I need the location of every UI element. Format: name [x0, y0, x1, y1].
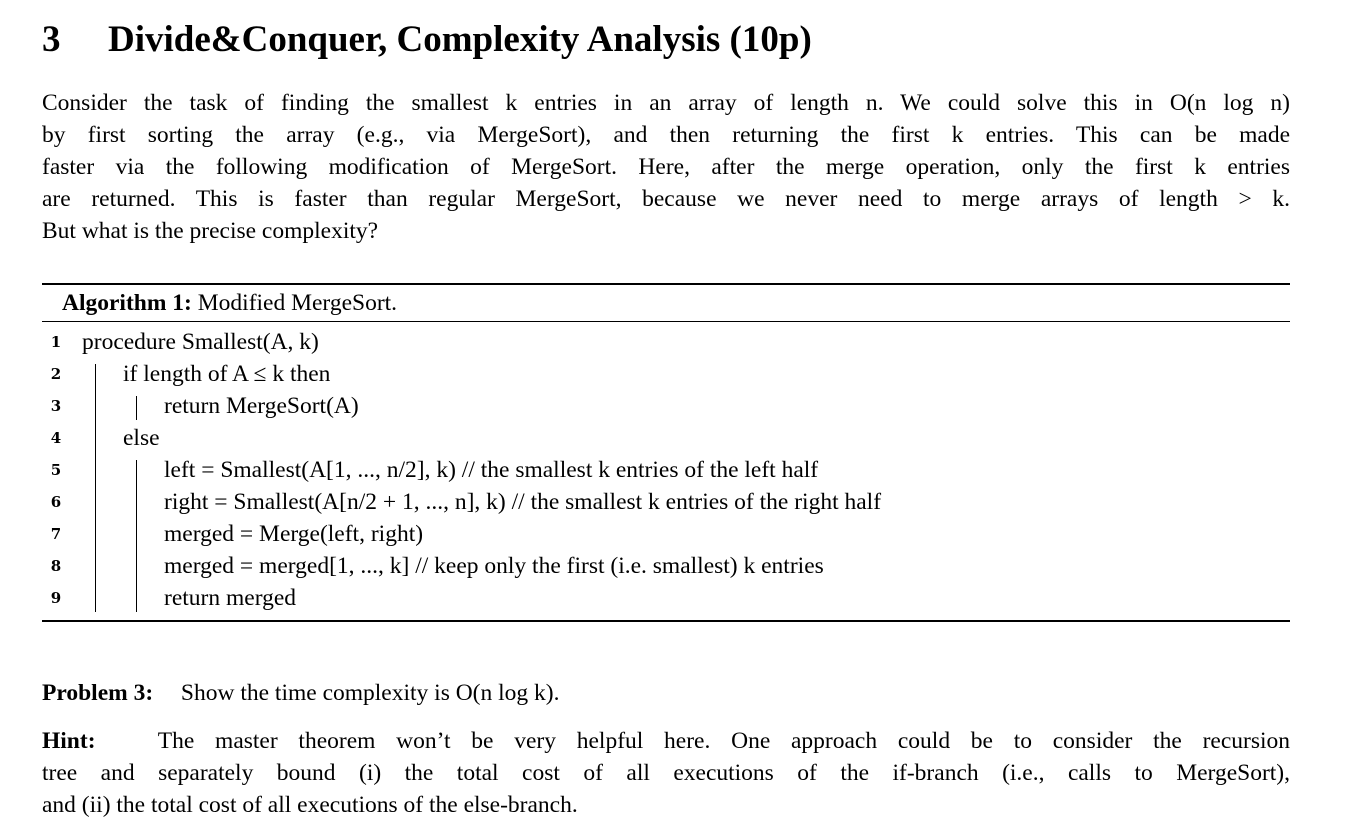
line-number: 4 [50, 429, 62, 447]
line-code: if length of A ≤ k then [123, 361, 331, 387]
section-title-text: Divide&Conquer, Complexity Analysis (10p) [108, 19, 812, 60]
line-number: 9 [50, 589, 62, 607]
hint-paragraph [42, 725, 1290, 821]
hint-line [42, 725, 1290, 757]
line-number: 7 [50, 525, 62, 543]
line-code: merged = Merge(left, right) [164, 521, 424, 547]
algorithm-body [42, 322, 1290, 620]
line-number: 1 [50, 333, 62, 351]
line-code: right = Smallest(A[n/2 + 1, ..., n], k) // the smallest k entries of the right half [164, 489, 882, 515]
procedure-block-bar [95, 364, 96, 612]
line-number: 2 [50, 365, 62, 383]
section-title [42, 18, 812, 62]
intro-line: But what is the precise complexity? [42, 218, 379, 244]
algorithm-caption-text: Modified MergeSort. [197, 290, 398, 316]
algorithm-caption [42, 285, 1290, 321]
hint-text: The master theorem won’t be very helpful here. One approach could be to consider the recursion [157, 728, 1291, 754]
hint-line: and (ii) the total cost of all executions of the else-branch. [42, 792, 578, 818]
then-block-bar [136, 396, 137, 420]
line-code: merged = merged[1, ..., k] // keep only the first (i.e. smallest) k entries [164, 553, 824, 579]
line-code: return merged [164, 585, 297, 611]
hint-line: tree and separately bound (i) the total cost of all executions of the if-branch (i.e., calls to MergeSort), [42, 760, 1290, 786]
problem-statement [42, 677, 1290, 709]
section-number: 3 [42, 19, 61, 60]
intro-paragraph [42, 87, 1290, 247]
intro-line: are returned. This is faster than regular MergeSort, because we never need to merge arrays of length > k. [42, 186, 1290, 212]
problem-label: Problem 3: [42, 680, 154, 706]
line-number: 5 [50, 461, 62, 479]
line-code: return MergeSort(A) [164, 393, 359, 419]
line-code: else [123, 425, 160, 451]
else-block-bar [136, 460, 137, 612]
algorithm-caption-label: Algorithm 1: [62, 290, 192, 316]
line-number: 3 [50, 397, 62, 415]
problem-text: Show the time complexity is O(n log k). [180, 680, 560, 706]
line-code: procedure Smallest(A, k) [82, 329, 319, 355]
intro-line: by first sorting the array (e.g., via MergeSort), and then returning the first k entries. This can be made [42, 122, 1290, 148]
hint-label: Hint: [42, 728, 96, 754]
intro-line: Consider the task of finding the smallest k entries in an array of length n. We could solve this in O(n log n) [42, 90, 1290, 116]
line-code: left = Smallest(A[1, ..., n/2], k) // the smallest k entries of the left half [164, 457, 819, 483]
line-number: 8 [50, 557, 62, 575]
line-number: 6 [50, 493, 62, 511]
intro-line: faster via the following modification of MergeSort. Here, after the merge operation, only the first k entries [42, 154, 1290, 180]
algorithm-box [42, 283, 1290, 622]
algorithm-bottom-rule [42, 620, 1290, 622]
